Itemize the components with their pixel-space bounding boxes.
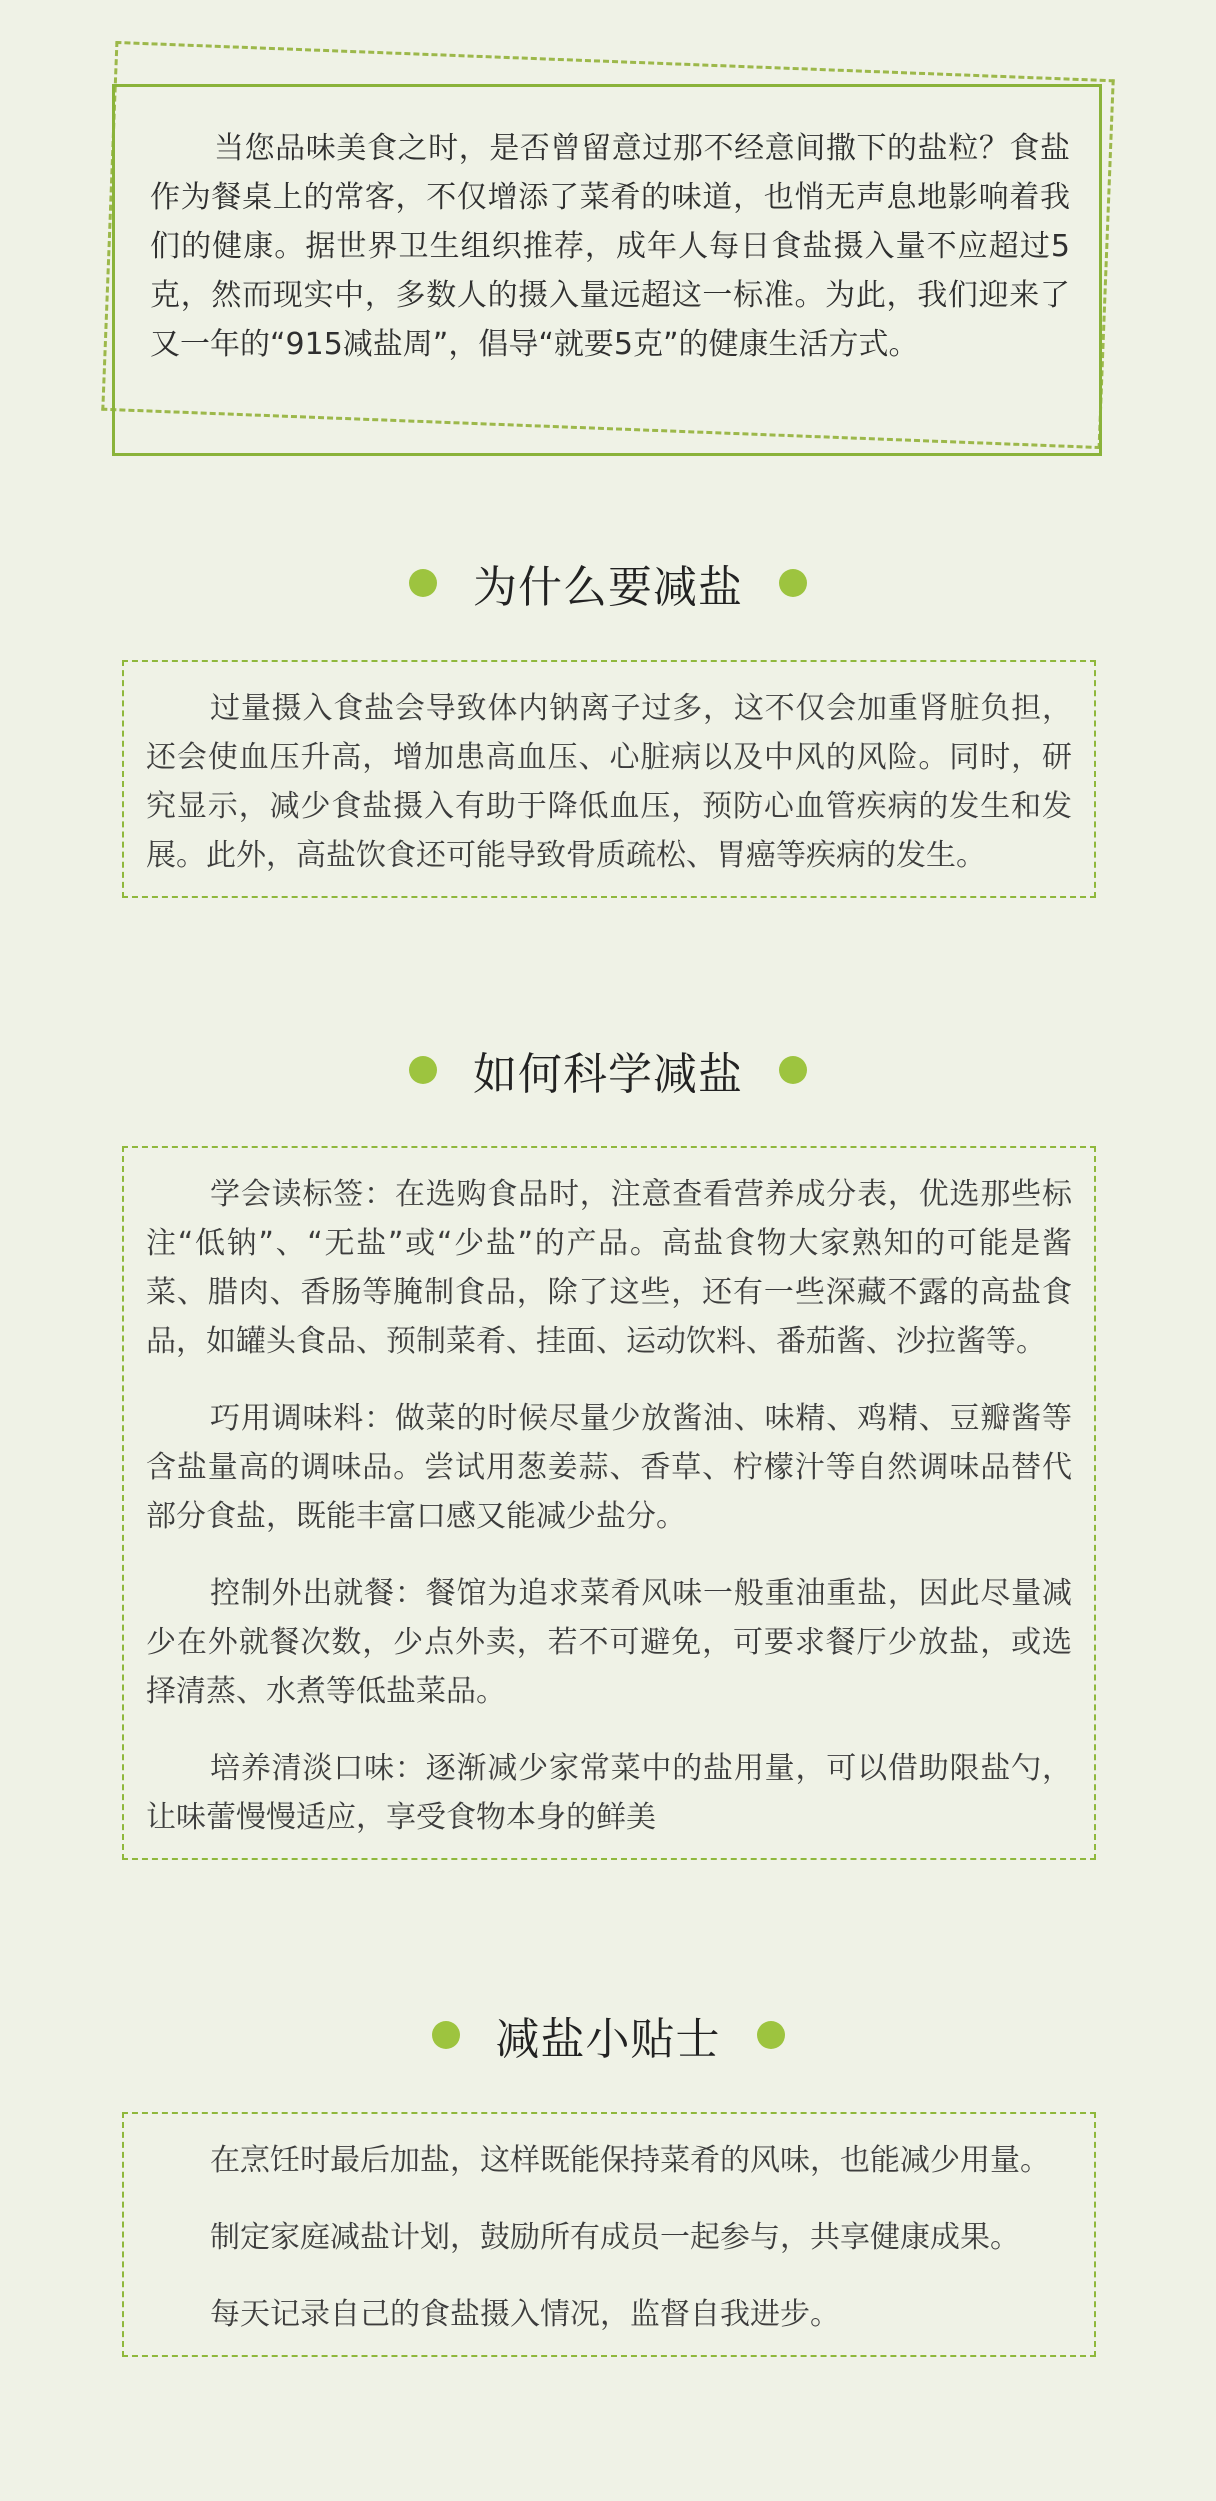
section-heading-how: [0, 1035, 1216, 1105]
paragraph: 巧用调味料：做菜的时候尽量少放酱油、味精、鸡精、豆瓣酱等含盐量高的调味品。尝试用葱姜蒜、香草、柠檬汁等自然调味品替代部分食盐，既能丰富口感又能减少盐分。: [146, 1401, 1072, 1534]
section-box-why: [122, 660, 1096, 898]
section-heading-why: [0, 548, 1216, 618]
paragraph: 制定家庭减盐计划，鼓励所有成员一起参与，共享健康成果。: [210, 2220, 1020, 2255]
bullet-dot-icon: [757, 2021, 785, 2049]
bullet-dot-icon: [779, 569, 807, 597]
bullet-dot-icon: [432, 2021, 460, 2049]
bullet-dot-icon: [409, 1056, 437, 1084]
paragraph: 学会读标签：在选购食品时，注意查看营养成分表，优选那些标注“低钠”、“无盐”或“少盐”的产品。高盐食物大家熟知的可能是酱菜、腊肉、香肠等腌制食品，除了这些，还有一些深藏不露的高盐食品，如罐头食品、预制菜肴、挂面、运动饮料、番茄酱、沙拉酱等。: [146, 1177, 1072, 1359]
section-title: 如何科学减盐: [473, 1049, 743, 1100]
section-title: 减盐小贴士: [495, 2014, 721, 2065]
intro-block: [100, 52, 1120, 492]
paragraph: 每天记录自己的食盐摄入情况，监督自我进步。: [210, 2297, 840, 2332]
section-box-how: [122, 1146, 1096, 1860]
section-title: 为什么要减盐: [473, 562, 743, 613]
paragraph: 培养清淡口味：逐渐减少家常菜中的盐用量，可以借助限盐勺，让味蕾慢慢适应，享受食物本身的鲜美: [146, 1751, 1072, 1835]
section-heading-tips: [0, 2000, 1216, 2070]
paragraph: 在烹饪时最后加盐，这样既能保持菜肴的风味，也能减少用量。: [210, 2143, 1050, 2178]
section-box-tips: [122, 2112, 1096, 2357]
bullet-dot-icon: [409, 569, 437, 597]
paragraph: 过量摄入食盐会导致体内钠离子过多，这不仅会加重肾脏负担，还会使血压升高，增加患高血压、心脏病以及中风的风险。同时，研究显示，减少食盐摄入有助于降低血压，预防心血管疾病的发生和发展。此外，高盐饮食还可能导致骨质疏松、胃癌等疾病的发生。: [146, 691, 1072, 873]
bullet-dot-icon: [779, 1056, 807, 1084]
intro-text: 当您品味美食之时，是否曾留意过那不经意间撒下的盐粒？食盐作为餐桌上的常客，不仅增添了菜肴的味道，也悄无声息地影响着我们的健康。据世界卫生组织推荐，成年人每日食盐摄入量不应超过5克，然而现实中，多数人的摄入量远超这一标准。为此，我们迎来了又一年的“915减盐周”，倡导“就要5克”的健康生活方式。: [150, 131, 1070, 362]
paragraph: 控制外出就餐：餐馆为追求菜肴风味一般重油重盐，因此尽量减少在外就餐次数，少点外卖，若不可避免，可要求餐厅少放盐，或选择清蒸、水煮等低盐菜品。: [146, 1576, 1072, 1709]
